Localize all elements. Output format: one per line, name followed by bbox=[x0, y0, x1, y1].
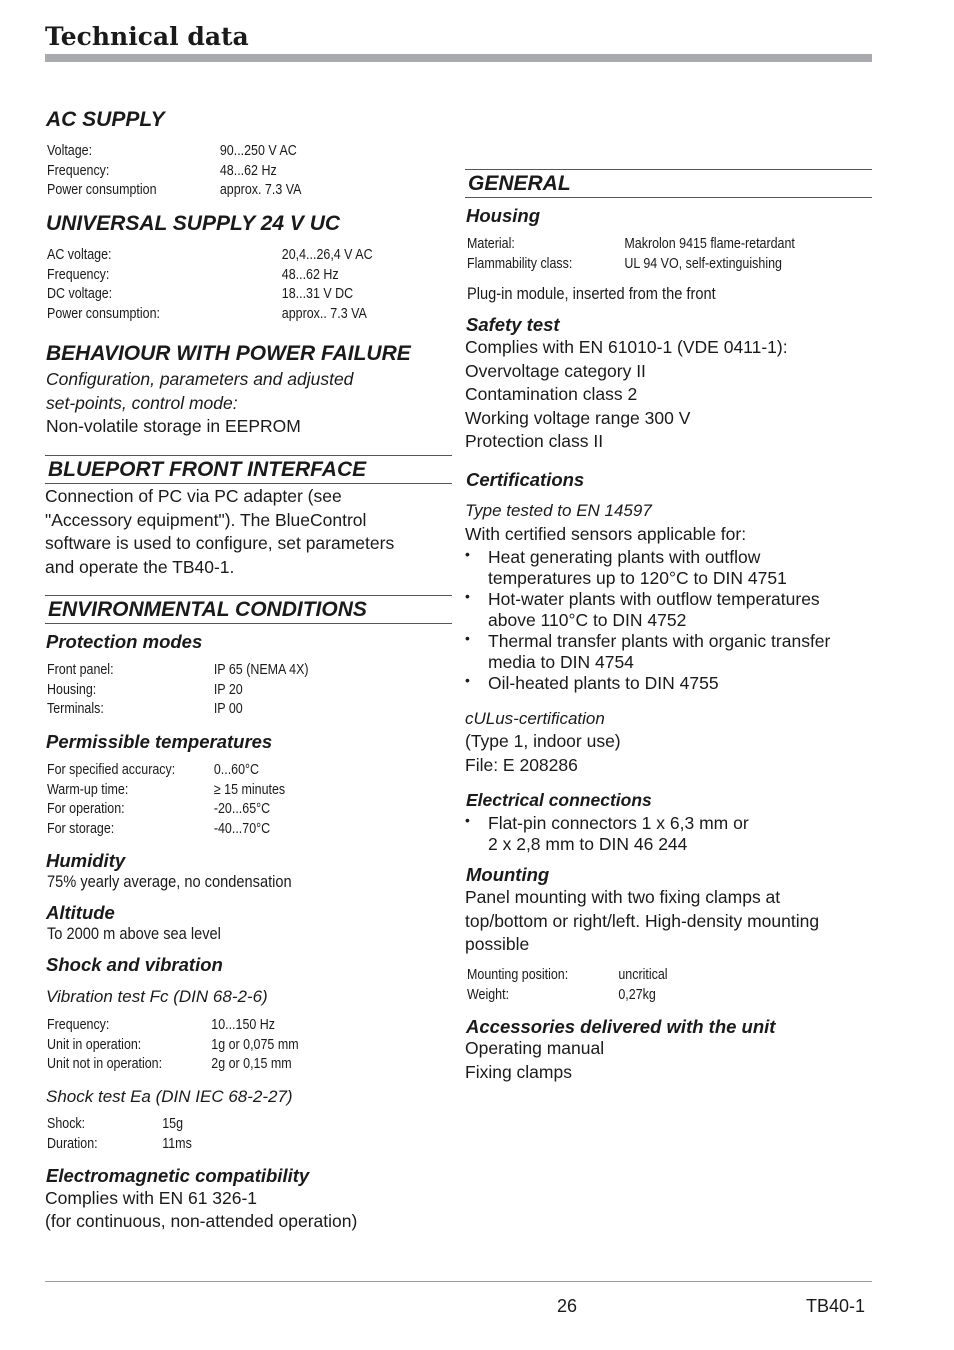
table-row bbox=[47, 681, 309, 701]
electrical-heading: Electrical connections bbox=[466, 790, 652, 810]
ac-supply-heading: AC SUPPLY bbox=[46, 108, 165, 131]
table-key: Housing: bbox=[47, 681, 97, 698]
humidity-text: 75% yearly average, no condensation bbox=[47, 872, 292, 891]
table-value: 20,4...26,4 V AC bbox=[281, 247, 373, 263]
table-key: Material: bbox=[467, 236, 515, 252]
table-row bbox=[47, 700, 309, 720]
table-key: Front panel: bbox=[47, 662, 114, 678]
table-value: uncritical bbox=[618, 967, 668, 983]
emc-heading: Electromagnetic compatibility bbox=[46, 1165, 310, 1186]
certifications-intro: With certified sensors applicable for: bbox=[465, 524, 747, 544]
table-value: 15g bbox=[162, 1116, 184, 1132]
table-value: IP 20 bbox=[213, 681, 243, 698]
protection-table bbox=[47, 661, 309, 720]
table-key: Weight: bbox=[467, 986, 510, 1003]
table-value: 0,27kg bbox=[618, 986, 656, 1003]
shock-table bbox=[47, 1115, 192, 1154]
temperatures-table bbox=[47, 761, 285, 839]
mounting-table bbox=[467, 966, 668, 1005]
text-line: Operating manual bbox=[465, 1038, 605, 1058]
table-key: Frequency: bbox=[47, 266, 110, 283]
table-row bbox=[467, 255, 795, 275]
list-item-line: Thermal transfer plants with organic transfer bbox=[488, 631, 831, 651]
text-line: Protection class II bbox=[465, 431, 604, 451]
table-row bbox=[47, 820, 285, 840]
ac-supply-table bbox=[47, 142, 301, 201]
culus-heading: cULus-certification bbox=[465, 709, 605, 728]
text-line: top/bottom or right/left. High-density mounting bbox=[465, 910, 820, 931]
table-value: 48...62 Hz bbox=[219, 162, 277, 179]
shock-test-heading: Shock test Ea (DIN IEC 68-2-27) bbox=[46, 1087, 293, 1106]
text-line: Working voltage range 300 V bbox=[465, 407, 691, 428]
environment-heading: ENVIRONMENTAL CONDITIONS bbox=[45, 595, 452, 624]
table-value: approx.. 7.3 VA bbox=[281, 305, 367, 322]
power-failure-line: Configuration, parameters and adjusted bbox=[46, 369, 354, 389]
table-value: 1g or 0,075 mm bbox=[211, 1036, 299, 1053]
text-line: Contamination class 2 bbox=[465, 384, 638, 404]
text-line: and operate the TB40-1. bbox=[45, 556, 235, 577]
table-key: Duration: bbox=[47, 1135, 98, 1152]
table-value: -40...70°C bbox=[213, 820, 271, 837]
list-item bbox=[465, 547, 885, 589]
culus-line: File: E 208286 bbox=[465, 755, 578, 775]
table-key: AC voltage: bbox=[47, 247, 112, 263]
list-item bbox=[465, 673, 885, 694]
text-line: Overvoltage category II bbox=[465, 360, 646, 381]
list-item-line: Flat-pin connectors 1 x 6,3 mm or bbox=[488, 813, 749, 833]
accessories-text bbox=[465, 1037, 604, 1084]
table-key: Warm-up time: bbox=[47, 781, 129, 798]
certifications-list bbox=[465, 547, 885, 694]
list-item-line: temperatures up to 120°C to DIN 4751 bbox=[488, 568, 787, 588]
table-key: Power consumption bbox=[47, 182, 157, 198]
temperatures-heading: Permissible temperatures bbox=[46, 731, 273, 752]
title-rule bbox=[45, 54, 872, 62]
table-row bbox=[47, 305, 373, 325]
general-heading: GENERAL bbox=[465, 169, 872, 198]
table-row bbox=[467, 966, 668, 986]
universal-supply-table bbox=[47, 246, 373, 324]
bullet-icon: • bbox=[465, 672, 470, 688]
table-key: For operation: bbox=[47, 801, 125, 817]
table-key: Flammability class: bbox=[467, 255, 573, 272]
table-row bbox=[47, 266, 373, 286]
housing-note: Plug-in module, inserted from the front bbox=[467, 284, 716, 303]
table-row bbox=[47, 162, 301, 182]
table-row bbox=[47, 761, 285, 781]
housing-table bbox=[467, 235, 795, 274]
table-key: Frequency: bbox=[47, 1017, 110, 1033]
power-failure-storage: Non-volatile storage in EEPROM bbox=[46, 416, 301, 436]
list-item bbox=[465, 813, 885, 855]
safety-heading: Safety test bbox=[466, 314, 560, 335]
table-value: ≥ 15 minutes bbox=[213, 781, 286, 798]
table-value: 2g or 0,15 mm bbox=[211, 1056, 292, 1072]
electrical-list bbox=[465, 813, 885, 855]
table-key: Unit in operation: bbox=[47, 1036, 142, 1053]
table-row bbox=[47, 1036, 299, 1056]
bullet-icon: • bbox=[465, 546, 470, 562]
list-item-line: Oil-heated plants to DIN 4755 bbox=[488, 673, 719, 693]
table-value: 11ms bbox=[162, 1135, 192, 1152]
mounting-heading: Mounting bbox=[466, 864, 550, 885]
page-title: Technical data bbox=[45, 22, 249, 51]
table-row bbox=[47, 1055, 299, 1075]
table-key: Mounting position: bbox=[467, 967, 569, 983]
protection-heading: Protection modes bbox=[46, 631, 203, 652]
vibration-table bbox=[47, 1016, 299, 1075]
safety-text bbox=[465, 336, 788, 454]
table-key: Voltage: bbox=[47, 143, 93, 159]
table-row bbox=[47, 661, 309, 681]
table-key: Power consumption: bbox=[47, 305, 160, 322]
culus-line: (Type 1, indoor use) bbox=[465, 731, 621, 751]
power-failure-line: set-points, control mode: bbox=[46, 393, 238, 413]
altitude-heading: Altitude bbox=[46, 902, 115, 923]
text-line: possible bbox=[465, 934, 530, 954]
text-line: "Accessory equipment"). The BlueControl bbox=[45, 509, 367, 530]
mounting-text bbox=[465, 886, 819, 957]
type-tested-label: Type tested to EN 14597 bbox=[465, 501, 652, 520]
table-value: IP 65 (NEMA 4X) bbox=[213, 662, 309, 678]
table-key: For storage: bbox=[47, 820, 115, 837]
footer-rule bbox=[45, 1281, 872, 1282]
universal-supply-heading: UNIVERSAL SUPPLY 24 V UC bbox=[46, 212, 341, 235]
list-item-line: Hot-water plants with outflow temperatures bbox=[488, 589, 820, 609]
table-key: Unit not in operation: bbox=[47, 1056, 163, 1072]
emc-line: (for continuous, non-attended operation) bbox=[45, 1211, 358, 1231]
list-item-line: above 110°C to DIN 4752 bbox=[488, 610, 687, 630]
table-value: 90...250 V AC bbox=[219, 143, 297, 159]
shock-vibration-heading: Shock and vibration bbox=[46, 954, 223, 975]
table-value: 18...31 V DC bbox=[281, 286, 354, 302]
list-item-line: media to DIN 4754 bbox=[488, 652, 634, 672]
list-item-line: Heat generating plants with outflow bbox=[488, 547, 761, 567]
table-key: Shock: bbox=[47, 1116, 86, 1132]
list-item bbox=[465, 631, 885, 673]
table-row bbox=[47, 142, 301, 162]
vibration-test-heading: Vibration test Fc (DIN 68-2-6) bbox=[46, 987, 268, 1006]
table-value: UL 94 VO, self-extinguishing bbox=[624, 255, 782, 272]
accessories-heading: Accessories delivered with the unit bbox=[466, 1016, 776, 1037]
table-value: IP 00 bbox=[213, 701, 243, 717]
altitude-text: To 2000 m above sea level bbox=[47, 924, 221, 943]
table-row bbox=[47, 181, 301, 201]
bullet-icon: • bbox=[465, 588, 470, 604]
table-row bbox=[47, 246, 373, 266]
table-value: 10...150 Hz bbox=[211, 1017, 276, 1033]
table-key: For specified accuracy: bbox=[47, 762, 176, 778]
table-row bbox=[47, 781, 285, 801]
list-item-line: 2 x 2,8 mm to DIN 46 244 bbox=[488, 834, 688, 854]
text-line: Fixing clamps bbox=[465, 1061, 572, 1082]
text-line: Complies with EN 61010-1 (VDE 0411-1): bbox=[465, 337, 788, 357]
blueport-heading: BLUEPORT FRONT INTERFACE bbox=[45, 455, 452, 484]
table-row bbox=[47, 1016, 299, 1036]
emc-line: Complies with EN 61 326-1 bbox=[45, 1188, 258, 1208]
text-line: software is used to configure, set parameters bbox=[45, 533, 395, 553]
table-row bbox=[47, 1115, 192, 1135]
bullet-icon: • bbox=[465, 630, 470, 646]
bullet-icon: • bbox=[465, 812, 470, 828]
list-item bbox=[465, 589, 885, 631]
table-value: 48...62 Hz bbox=[281, 266, 339, 283]
table-row bbox=[47, 800, 285, 820]
page-number: 26 bbox=[557, 1296, 578, 1316]
table-row bbox=[467, 235, 795, 255]
table-key: Terminals: bbox=[47, 701, 104, 717]
table-key: DC voltage: bbox=[47, 286, 113, 302]
blueport-text bbox=[45, 485, 394, 579]
table-row bbox=[467, 986, 668, 1006]
certifications-heading: Certifications bbox=[466, 469, 585, 490]
text-line: Panel mounting with two fixing clamps at bbox=[465, 887, 781, 907]
table-row bbox=[47, 1135, 192, 1155]
table-value: 0...60°C bbox=[213, 762, 260, 778]
table-row bbox=[47, 285, 373, 305]
table-key: Frequency: bbox=[47, 162, 110, 179]
table-value: approx. 7.3 VA bbox=[219, 182, 302, 198]
text-line: Connection of PC via PC adapter (see bbox=[45, 486, 342, 506]
document-id: TB40-1 bbox=[806, 1296, 866, 1316]
housing-heading: Housing bbox=[466, 205, 540, 226]
table-value: Makrolon 9415 flame-retardant bbox=[624, 236, 795, 252]
table-value: -20...65°C bbox=[213, 801, 271, 817]
power-failure-heading: BEHAVIOUR WITH POWER FAILURE bbox=[46, 342, 411, 365]
humidity-heading: Humidity bbox=[46, 850, 126, 871]
